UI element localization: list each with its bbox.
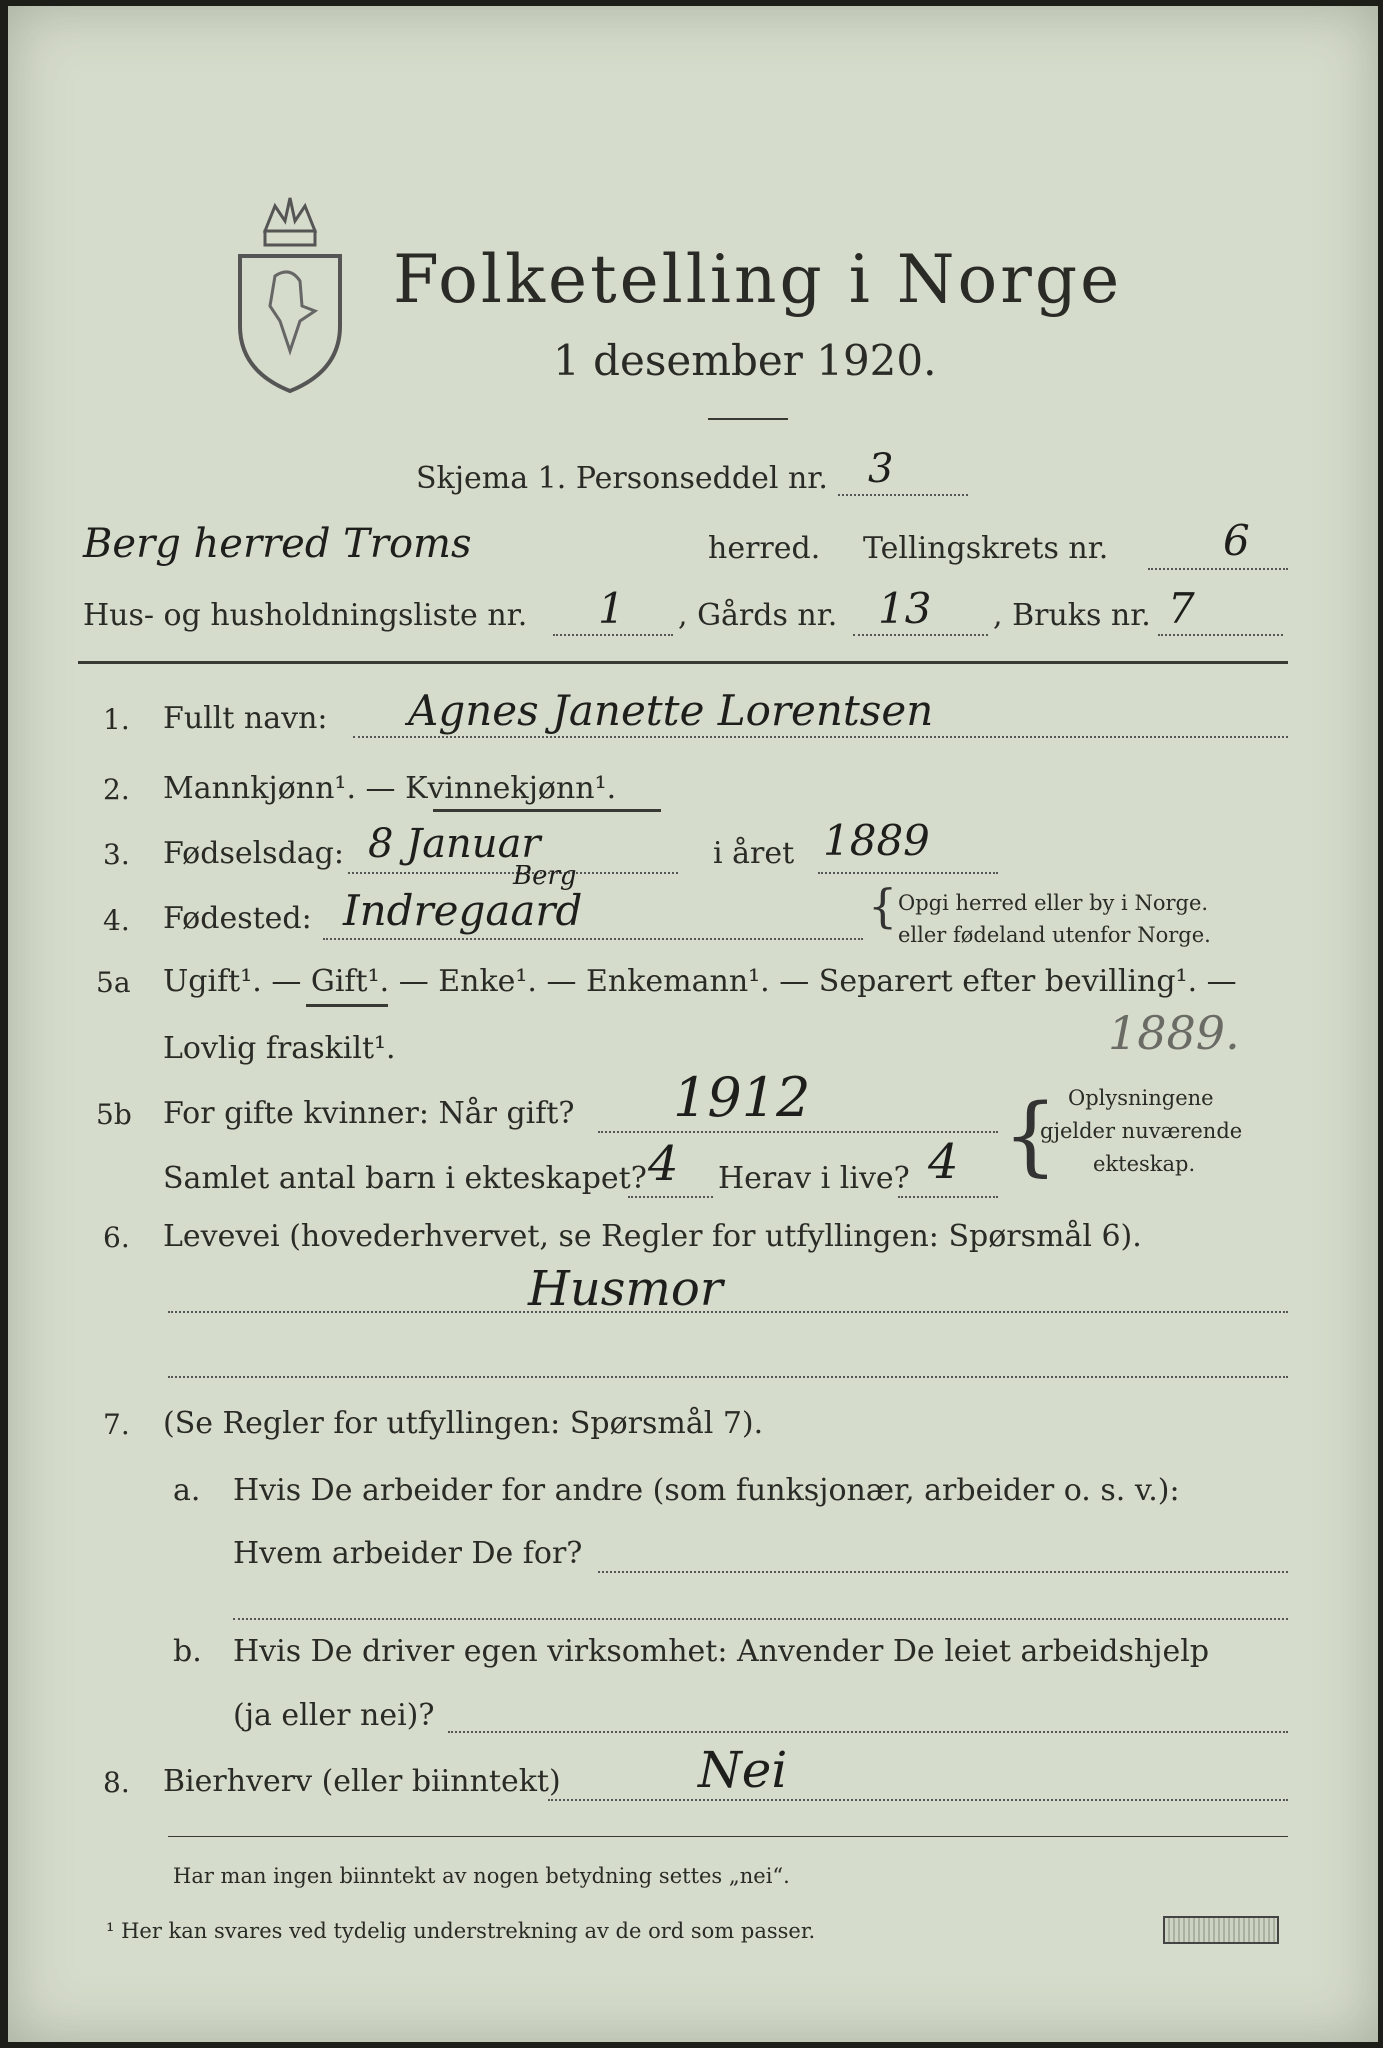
- census-form: [8, 6, 1378, 2042]
- married-year-value: 1912: [673, 1066, 811, 1129]
- q5b-children-dotline: [628, 1196, 713, 1198]
- q7a-letter: a.: [173, 1473, 201, 1508]
- footer-divider: [168, 1836, 1288, 1837]
- hus-label: Hus- og husholdningsliste nr.: [83, 598, 528, 633]
- q7a-line-2: Hvem arbeider De for?: [233, 1536, 583, 1571]
- gift-underline: [306, 1004, 388, 1007]
- schema-dotline: [838, 494, 968, 496]
- tellingskrets-value: 6: [1223, 516, 1250, 565]
- gards-dotline: [853, 634, 988, 636]
- year-dotline: [818, 872, 998, 874]
- q5b-brace: {: [1003, 1086, 1058, 1186]
- q7b-dotline: [448, 1731, 1288, 1733]
- full-name-value: Agnes Janette Lorentsen: [408, 686, 934, 735]
- q1-dotline: [353, 736, 1288, 738]
- birthday-value: 8 Januar: [368, 821, 541, 867]
- q6-dotline-2: [168, 1376, 1288, 1378]
- q7a-dotline-1: [598, 1571, 1288, 1573]
- q5b-hint-3: ekteskap.: [1093, 1152, 1196, 1176]
- hus-value: 1: [598, 584, 625, 633]
- schema-label: Skjema 1. Personseddel nr.: [416, 461, 828, 496]
- q5a-line-1: Ugift¹. — Gift¹. — Enke¹. — Enkemann¹. — Separert efter bevilling¹. —: [163, 964, 1237, 999]
- q4-dotline: [323, 938, 863, 940]
- q5b-alive-dotline: [898, 1196, 998, 1198]
- q7a-dotline-2: [233, 1618, 1288, 1620]
- margin-note: 1889.: [1108, 1006, 1240, 1060]
- personseddel-number: 3: [868, 446, 894, 492]
- q8-dotline: [548, 1799, 1288, 1801]
- q1-number: 1.: [103, 703, 130, 736]
- herred-printed: herred.: [708, 531, 821, 566]
- bruks-value: 7: [1168, 584, 1195, 633]
- coat-of-arms-emblem: [230, 186, 350, 396]
- q7-number: 7.: [103, 1408, 130, 1441]
- form-date: 1 desember 1920.: [553, 336, 937, 385]
- birthplace-value: Indregaard: [343, 886, 583, 935]
- q5a-line-2: Lovlig fraskilt¹.: [163, 1031, 396, 1066]
- hus-dotline: [553, 634, 673, 636]
- occupation-value: Husmor: [528, 1261, 723, 1317]
- birthplace-note: Berg: [513, 861, 577, 891]
- kvinnekjonn-underline: [433, 809, 661, 812]
- q2-label: Mannkjønn¹. — Kvinnekjønn¹.: [163, 771, 617, 806]
- footer-note-nei: Har man ingen biinntekt av nogen betydning settes „nei“.: [173, 1864, 790, 1888]
- gards-label: , Gårds nr.: [678, 598, 838, 633]
- q5b-married-label: For gifte kvinner: Når gift?: [163, 1096, 575, 1131]
- q3-number: 3.: [103, 838, 130, 871]
- children-alive-value: 4: [928, 1134, 959, 1190]
- q7b-line-2: (ja eller nei)?: [233, 1698, 435, 1733]
- year-label: i året: [713, 836, 795, 871]
- q3-label: Fødselsdag:: [163, 836, 344, 871]
- q4-hint-1: Opgi herred eller by i Norge.: [898, 891, 1209, 915]
- tellingskrets-label: Tellingskrets nr.: [863, 531, 1109, 566]
- printer-stamp: [1163, 1916, 1279, 1944]
- q4-label: Fødested:: [163, 901, 312, 936]
- q8-number: 8.: [103, 1766, 130, 1799]
- q6-number: 6.: [103, 1221, 130, 1254]
- footer-note-underline: ¹ Her kan svares ved tydelig understrekning av de ord som passer.: [106, 1919, 816, 1943]
- q4-hint-2: eller fødeland utenfor Norge.: [898, 923, 1211, 947]
- q6-label: Levevei (hovederhvervet, se Regler for utfyllingen: Spørsmål 6).: [163, 1219, 1142, 1254]
- herred-value: Berg herred Troms: [83, 521, 472, 567]
- q7-label: (Se Regler for utfyllingen: Spørsmål 7).: [163, 1406, 764, 1441]
- q6-dotline-1: [168, 1311, 1288, 1313]
- q5b-hint-2: gjelder nuværende: [1040, 1119, 1243, 1143]
- q7b-line-1: Hvis De driver egen virksomhet: Anvender De leiet arbeidshjelp: [233, 1634, 1210, 1669]
- q5a-number: 5a: [96, 966, 131, 999]
- q1-label: Fullt navn:: [163, 701, 328, 736]
- q4-brace: {: [868, 879, 898, 933]
- side-income-value: Nei: [698, 1741, 788, 1799]
- q5b-children-label: Samlet antal barn i ekteskapet?: [163, 1161, 647, 1196]
- title-divider: [708, 418, 788, 420]
- q5b-alive-label: Herav i live?: [718, 1161, 910, 1196]
- bruks-dotline: [1158, 634, 1283, 636]
- birth-year-value: 1889: [823, 816, 930, 865]
- header-divider: [78, 661, 1288, 664]
- q2-number: 2.: [103, 773, 130, 806]
- q7b-letter: b.: [173, 1634, 202, 1669]
- q7a-line-1: Hvis De arbeider for andre (som funksjonær, arbeider o. s. v.):: [233, 1473, 1180, 1508]
- form-title: Folketelling i Norge: [393, 241, 1123, 318]
- children-total-value: 4: [648, 1136, 679, 1192]
- q4-number: 4.: [103, 904, 130, 937]
- tellingskrets-dotline: [1148, 568, 1288, 570]
- q5b-hint-1: Oplysningene: [1068, 1086, 1214, 1110]
- gards-value: 13: [878, 584, 932, 633]
- q5b-married-dotline: [598, 1131, 998, 1133]
- q8-label: Bierhverv (eller biinntekt): [163, 1764, 561, 1799]
- q5b-number: 5b: [96, 1098, 132, 1131]
- bruks-label: , Bruks nr.: [993, 598, 1151, 633]
